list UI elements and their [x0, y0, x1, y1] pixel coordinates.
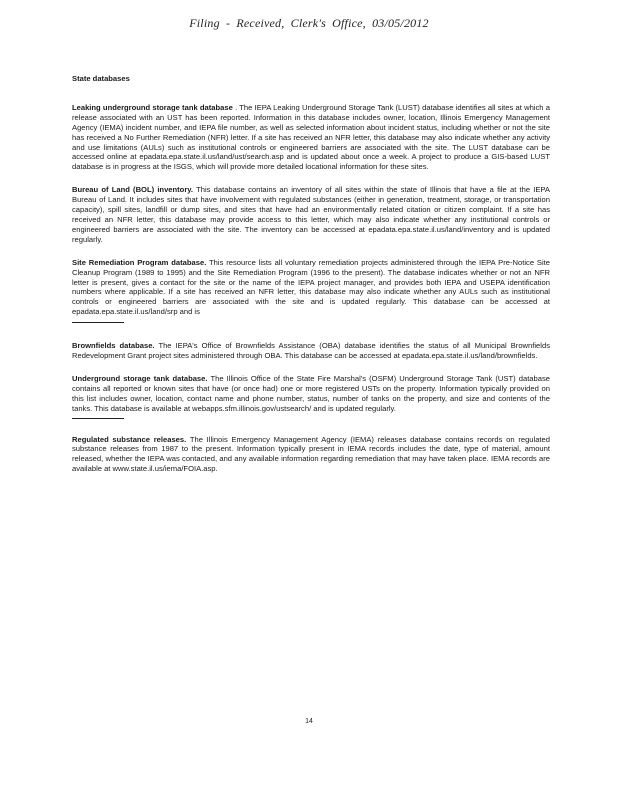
footnote-rule: [72, 418, 124, 419]
section-heading: Bureau of Land (BOL) inventory.: [72, 185, 194, 195]
section-paragraph: [72, 103, 550, 172]
section-text: The Illinois Emergency Management Agency (IEMA) releases database contains records on regulated substance releases from 1987 to the present. Information typically present in IEMA records includes the date, type of material, amount released, whether the IEPA was contacted, and any available information regarding remediation that may have taken place. IEMA records are available at www.state.il.us/iema/FOIA.asp.: [72, 434, 550, 474]
section-text: The IEPA's Office of Brownfields Assistance (OBA) database identifies the status of all Municipal Brownfields Redevelopment Grant project sites administered through OBA. This database can be accessed at epadata.epa.state.il.us/land/brownfields.: [72, 341, 550, 361]
section-heading: Brownfields database.: [72, 341, 155, 351]
section-paragraph: [72, 258, 550, 317]
section-paragraph: [72, 374, 550, 414]
section-heading: Site Remediation Program database.: [72, 257, 207, 267]
section-lust: [72, 103, 550, 172]
section-text: This resource lists all voluntary remediation projects administered through the IEPA Pre-Notice Site Cleanup Program (1989 to 1995) and the Site Remediation Program (1996 to the present). The database indicates whether or not an NFR letter is present, gives a contact for the site or the name of the IEPA project manager, and provides both IEPA and USEPA identification numbers where applicable. If a site has received an NFR letter, this database may also indicate whether any AULs such as institutional controls or engineered barriers are associated with the site and is updated regularly. This database can be accessed at epadata.epa.state.il.us/land/srp and is: [72, 257, 550, 317]
footnote-rule: [72, 322, 124, 323]
section-title: State databases: [72, 74, 130, 83]
section-bol: [72, 185, 550, 244]
section-iema: [72, 435, 550, 475]
section-brownfields: [72, 341, 550, 361]
section-text: This database contains an inventory of all sites within the state of Illinois that have a file at the IEPA Bureau of Land. It includes sites that have involvement with regulated substances (either in generation, treatment, storage, or transportation capacity), spill sites, landfill or dump sites, and sites that have had an environmentally related citation or citizen complaint. If a site has received an NFR letter, this database may provide access to this letter, which may also indicate whether any institutional controls or engineered barriers are associated with the site. The inventory can be accessed at epadata.epa.state.il.us/land/inventory and is updated regularly.: [72, 185, 550, 244]
section-paragraph: [72, 435, 550, 475]
document-body: [72, 74, 550, 487]
filing-header: Filing - Received, Clerk's Office, 03/05/2012: [189, 16, 429, 30]
section-paragraph: [72, 185, 550, 244]
section-text: The Illinois Office of the State Fire Marshal's (OSFM) Underground Storage Tank (UST) database contains all reported or known sites that have (or once had) one or more registered USTs on the property. Information typically provided on this list includes owner, location, contact name and phone number, status, number of tanks on the property, and size and contents of the tanks. This database is available at webapps.sfm.illinois.gov/ustsearch/ and is updated regularly.: [72, 373, 550, 413]
section-text: . The IEPA Leaking Underground Storage Tank (LUST) database identifies all sites at which a release associated with an UST has been reported. Information in this database includes owner, location, Illinois Emergency Management Agency (IEMA) incident number, and IEPA file number, as well as selected information about incident status, including whether or not the site has received a No Further Remediation (NFR) letter. If a site has received an NFR letter, this database may also indicate whether any activity and use limitations (AULs) such as institutional controls or engineered barriers are associated with the site. The LUST database can be accessed online at epadata.epa.state.il.us/land/ust/search.asp and is updated about once a week. A project to produce a GIS-based LUST database is in progress at the ISGS, which will provide more detailed locational information for these sites.: [72, 102, 550, 172]
section-paragraph: [72, 341, 550, 361]
section-ust: [72, 374, 550, 419]
page-number: 14: [305, 718, 313, 725]
section-heading: Leaking underground storage tank database: [72, 102, 233, 112]
section-srp: [72, 258, 550, 323]
section-heading: Underground storage tank database.: [72, 373, 208, 383]
section-heading: Regulated substance releases.: [72, 434, 187, 444]
